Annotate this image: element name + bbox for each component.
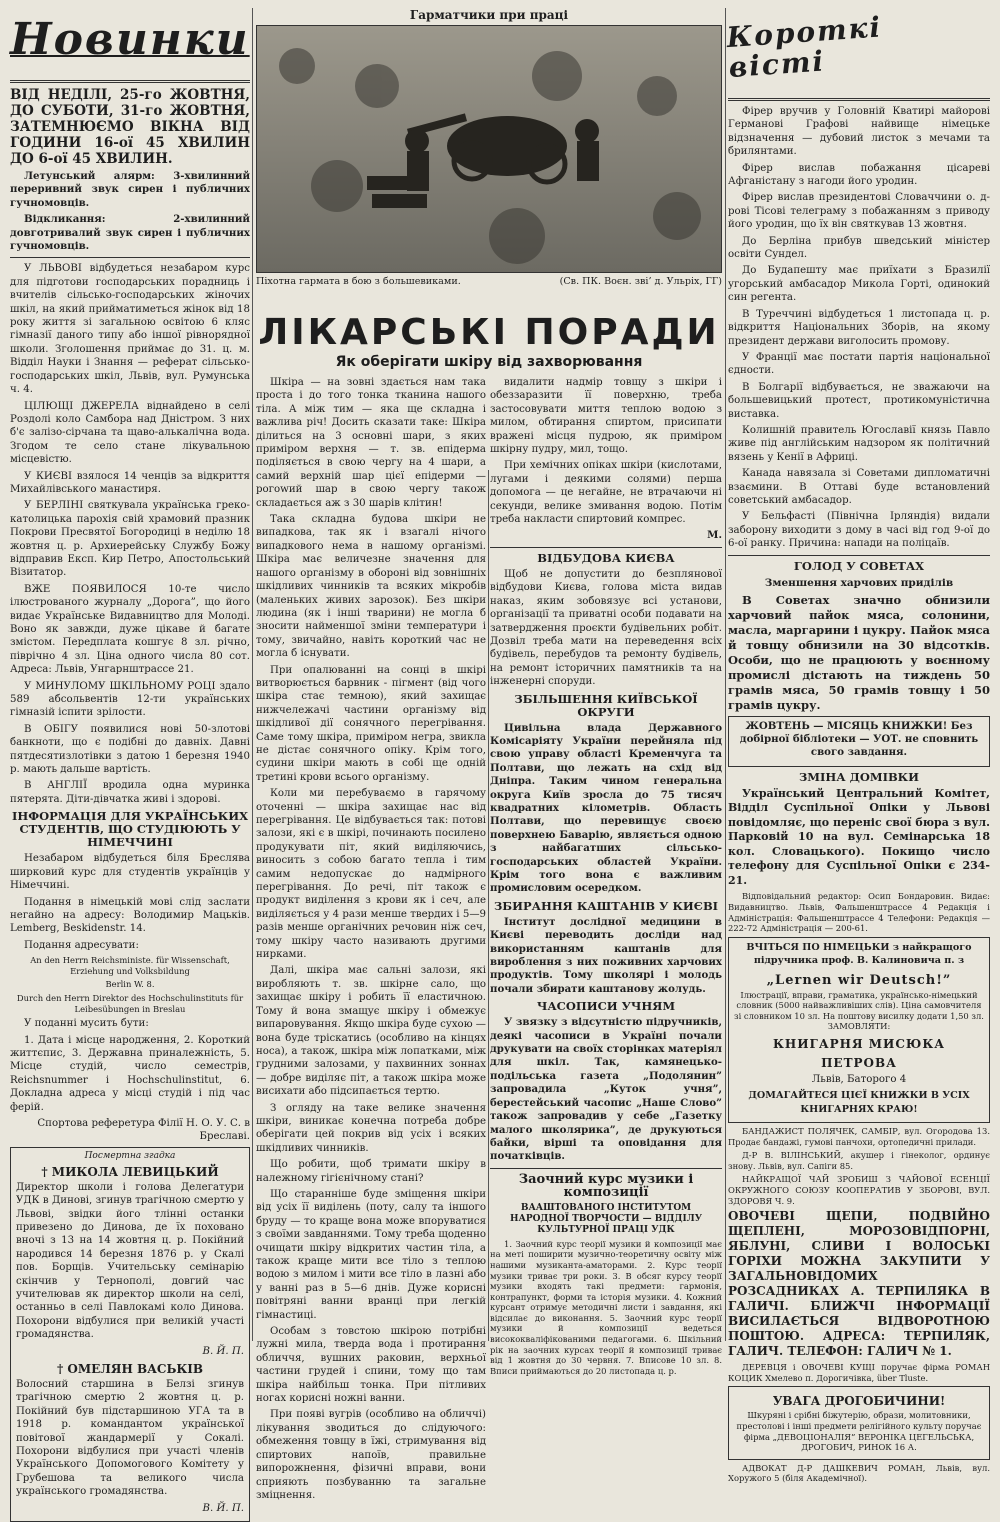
news-text: У звязку з відсутністю підручників, деякі часописи в Україні почали друкувати на своїх сторінках матеріял для шкіл. Так, камянецько-подільська газета „Подолянин” запровадила „Куток учня”, берестейський часопис „Наше Слово” також запровадив у себе „Газетку малого школярика”, де друкуються байки, вірші та оповідання для початківців. [490, 1016, 722, 1163]
news-lviv: У ЛЬВОВІ відбудеться незабаром курс для підготови господарських порадниць і вчителів сільсько-господарських жіночих шкіл, на який прийматиметься жінок від 18 року життя зі загальною освітою 6 кляс гімназії даного типу або іншої рівнорядної школи. Зголошення приймає до 31. ц. м. Відділ Науки і Знання — реферат сільсько-господарських шкіл, Львів, вул. Румунська ч. 4. [10, 263, 250, 396]
short-news-item: Колишній правитель Югославії князь Павло живе під англійським надзором як політичний вязень у Кенії в Африці. [728, 424, 990, 463]
heading-move: ЗМІНА ДОМІВКИ [798, 769, 920, 784]
short-news-item: Фірер вислав побажання цісареві Афганістану з нагоди його уродин. [728, 162, 990, 188]
column-rule [252, 8, 253, 1341]
news-banknotes: В ОБІГУ появилися нові 50-злотові банкноти, що є подібні до давніх. Давні пятдесятизлотівки з датою 1 березня 1940 р. мають дальше вартість. [10, 723, 250, 776]
artillery-photo [256, 25, 722, 273]
article-paragraph: При хемічних опіках шкіри (кислотами, лугами і деякими солями) перша допомога — це негайне, не втрачаючи ні секунди, велике змивання водою. Потім треба накласти спиртовий компрес. [490, 460, 722, 526]
masthead-korotki-visti: Короткі вісті [725, 10, 884, 85]
short-news-item: У Франції має постати партія національної єдности. [728, 351, 990, 377]
info-title: ІНФОРМАЦІЯ ДЛЯ УКРАЇНСЬКИХ СТУДЕНТІВ, ЩО СТУДІЮЮТЬ У НІМЕЧЧИНІ [11, 809, 249, 850]
info-address: Durch den Herrn Direktor des Hochschulinstituts für Leibesübungen in Breslau [16, 992, 244, 1014]
info-list: 1. Дата і місце народження, 2. Короткий життєпис, 3. Державна приналежність, 5. Місце студій, число семестрів, Reichsnummer і Hochschulinstitut, 6. Докладна адреса у місці студій і під час ферій. [10, 1034, 250, 1113]
news-kyiv: У КИЄВІ взялося 14 ченців за відкриття Михайлівського манастиря. [10, 470, 250, 495]
air-alarm: Летунський алярм: 3-хвилинний переривний звук сирен і публичних гучномовців. [10, 170, 250, 209]
ad-seedlings: ОВОЧЕВІ ЩЕПИ, ПОДВІЙНО ЩЕПЛЕНІ, МОРОЗОВІДПОРНІ, ЯБЛУНІ, СЛИВИ І ВОЛОСЬКІ ГОРІХИ МОЖНА ЗАКУПИТИ У ЗАГАЛЬНОВІДОМИХ РОЗСАДНИКАХ А. ТЕРПИЛЯКА В ГАЛИЧІ. БЛИЖЧІ ІНФОРМАЦІЇ ВИСИЛАЄТЬСЯ ВІДВОРОТНОЮ ПОШТОЮ. АДРЕСА: ТЕРПИЛЯК, ГАЛИЧ. ТЕЛЕФОН: ГАЛИЧ № 1. [728, 1209, 990, 1359]
famine-text: В Советах значно обнизили харчовий пайок мяса, солонини, масла, маргарини і цукру. Пайок мяса й товщу обнизили на 30 відсотків. Особи, що не працюють у воєнному промислі дістають на тиждень 50 грамів мяса, 50 грамів товщу і 50 грамів цукру. [728, 592, 990, 712]
ad-text: Шкуряні і срібні біжутерію, образи, молитовники, престолові і інші предмети релігійного культу поручає фірма „ДЕВОЦІОНАЛІЯ” ВЕРОНІКА ЦЕГЕЛЬСЬКА, ДРОГОБИЧ, РИНОК 16 А. [736, 1410, 982, 1453]
ad-demand: ДОМАГАЙТЕСЯ ЦІЄЇ КНИЖКИ В УСІХ КНИГАРНЯХ КРАЮ! [748, 1090, 970, 1115]
article-subtitle: Як оберігати шкіру від захворювання [335, 354, 643, 370]
article-paragraph: Така складна будова шкіри не випадкова, так як і взагалі нічого випадкового нема в нашому організмі. Шкіра має величезне значення для нашого організму в обороні від зовнішніх шкідливих чинників та всяких мікробів (маленьких живих зарозок). Без шкіри людина (як і інші тварини) не могла б зносити найменшої зміни температури і тому, звичайно, навіть короткий час не могла б існувати. [256, 514, 486, 660]
masthead-novynky: Новинки [10, 14, 250, 65]
news-berlin: У БЕРЛІНІ святкувала українська греко-католицька парохія свій храмовий празник Покрови Пресвятої Богородиці в неділю 18 жовтня ц. р. Архиерейську Службу Божу відправив Експ. Кир Петро, Апостольський Візитатор. [10, 500, 250, 579]
article-title: ЛІКАРСЬКІ ПОРАДИ [258, 312, 720, 353]
ad-shop: КНИГАРНЯ МИСЮКА ПЕТРОВА [772, 1036, 946, 1070]
short-news-item: Канада навязала зі Советами дипломатичні взаємини. В Оттаві буде встановлений советський амбасадор. [728, 468, 990, 506]
obituary-text: Директор школи і голова Делегатури УДК в Динові, згинув трагічною смертю у Львові, звідки його тлінні останки привезено до Динова, де їх поховано вночі з 13 на 14 жовтня ц. р. Покійний народився 14 березня 1876 р. у Скалі пов. Борщів. Учительську семінарію скінчив у Тернополі, довгий час учителював як директор школи на селі, останньо в селі Павлокамі коло Динова. Похорони відбулися при великій участі громадянства. [16, 1181, 244, 1341]
info-text: Подання в німецькій мові слід заслати негайно на адресу: Володимир Мацьків. Lemberg, Beskidenstr. 14. [10, 896, 250, 935]
info-sign: Спортова реферетура Філії Н. О. У. С. в Бреславі. [37, 1117, 250, 1143]
short-news-item: Фірер вислав президентові Словаччини о. д-рові Тісові телеграму з побажанням з приводу його уродин, що їх він святкував 13 жовтня. [728, 192, 990, 231]
move-text: Український Центральний Комітет, Відділ Суспільної Опіки у Львові повідомляє, що переніс свої бюра з вул. Парковій 10 на вул. Семінарська 18 кол. Словацького). Покищо число телефону для Суспільної Опіки є 234-21. [728, 786, 990, 887]
obituary-name: † ОМЕЛЯН ВАСЬКІВ [56, 1362, 204, 1377]
short-news-item: До Будапешту має приїхати з Бразилії угорський амбасадор Микола Горті, одинокий син регента. [728, 265, 990, 304]
article-paragraph: видалити надмір товщу з шкіри і обеззаразити її поверхню, треба застосовувати миття теплою водою з милом, обтирання спиртом, присипати вражені місця пудрою, як приміром шкірну пудру, мил, тощо. [490, 377, 722, 456]
obituary-box [10, 1147, 250, 1522]
obituary-name: † МИКОЛА ЛЕВИЦЬКИЙ [41, 1164, 219, 1179]
divider [728, 555, 990, 556]
short-news-item: До Берліна прибув шведський міністер освіти Сундел. [728, 235, 990, 261]
heading-periodicals: ЧАСОПИСИ УЧНЯМ [536, 999, 676, 1014]
article-paragraph: При опалюванні на сонці в шкірі витворюється барвник - пігмент (від чого шкіра стає темною), який захищає нижчележачі частини організму від шкідливої дії сонячного перегрівання. Саме тому шкіра, приміром негра, звикла не дістає сонячного опіку. Крім того, судини шкіри мають в собі ще одній третині крови всього організму. [256, 664, 486, 783]
short-news-item: Фірер вручив у Головній Кватирі майорові Германові Графові найвище німецьке відзначення — дубовий листок з мечами та брилянтами. [728, 106, 990, 158]
ad-title: ВЧІТЬСЯ ПО НІМЕЦЬКИ з найкращого підручника проф. В. Калиновича п. з [746, 941, 972, 967]
caption-left: Піхотна гармата в бою з большевиками. [256, 276, 461, 287]
article-paragraph: Що робити, щоб тримати шкіру в належному гігієнічному стані? [256, 1159, 486, 1184]
alarm-recall: Відкликання: 2-хвилинний довготривалий звук сирен і публичних гучномовців. [10, 213, 250, 253]
caption-right: (Св. ПК. Воєн. зві’ д. Ульріх, ГГ) [559, 276, 722, 287]
column-news [10, 8, 250, 1514]
article-paragraph: Далі, шкіра має сальні залози, які виробляють т. зв. шкірне сало, що захищає шкіру і робить її еластичною. Тому й вона змащує шкіру і обмежує випаровування. Якщо шкіра буде сухою — вона буде тріскатись (особливо на кінцях носа), а також, шкіра між лопатками, між грудними залозами, у пахвинних зоннах — добре виділяє піт, а також шкіра може висихати або підсипається тертю. [256, 965, 486, 1098]
article-paragraph: З огляду на таке велике значення шкіри, виникає конечна потреба добре оберігати цей покрив від усіх і всяких шкідливих чинників. [256, 1102, 486, 1154]
heading-rebuild-kyiv: ВІДБУДОВА КИЄВА [537, 550, 675, 565]
divider [490, 1168, 722, 1169]
famine-sub: Зменшення харчових приділів [764, 576, 954, 589]
blackout-notice: ВІД НЕДІЛІ, 25-го ЖОВТНЯ, ДО СУБОТИ, 31-го ЖОВТНЯ, ЗАТЕМНЮЄМО ВІКНА ВІД ГОДИНИ 16-ої 45 ХВИЛИН ДО 6-ої 45 ХВИЛИН. [10, 87, 250, 167]
photo-caption [256, 276, 722, 288]
imprint: Відповідальний редактор: Осип Бондаровин. Видає: Видавництво. Львів, Фальшенштрассе 4 Редакція і Адміністрація: Фальшенштрассе 4 Телефони: Редакція — 222-72 Адміністрація — 200-61. [728, 891, 990, 934]
news-text: Інститут дослідної медицини в Києві переводить досліди над використанням каштанів для вироблення з них поживних харчових продуктів. Тому школярі і молодь почали збирати каштанову жолудь. [490, 915, 722, 995]
info-text: У поданні мусить бути: [24, 1018, 149, 1030]
ad-bandage: БАНДАЖИСТ ПОЛЯЧЕК, САМБІР, вул. Огородова 13. Продає бандажі, гумові панчохи, ортопедичні прилади. [728, 1126, 990, 1147]
ad-doctor: Д-Р В. ВІЛІНСЬКИЙ, акушер і гінеколог, ординує знову. Львів, вул. Сапіги 85. [728, 1150, 990, 1171]
ad-tea: НАЙКРАЩОЇ ЧАЙ ЗРОБИШ З ЧАЙОВОЇ ЕСЕНЦІЇ ОКРУЖНОГО СОЮЗУ КООПЕРАТИВ У ЗБОРОВІ, ВУЛ. ЗДОРОВЯ Ч. 9. [728, 1174, 990, 1206]
news-spring: ЦІЛЮЩІ ДЖЕРЕЛА віднайдено в селі Роздолі коло Самбора над Дністром. З них б'є залізо-сірчана та щаво-алькалічна вода. Згодом те село стане лікувальною місцевістю. [10, 400, 250, 466]
obituary-text: Волосний старшина в Белзі згинув трагічною смертю 2 жовтня ц. р. Покійний був підстаршиною УГА та в 1918 р. командантом української повітової жандармерії у Сокалі. Похорони відбулися при участі членів Українського Допомогового Комітету у Грубешова та великого числа українського громадянства. [16, 1379, 244, 1498]
info-address: Berlin W. 8. [105, 979, 155, 990]
news-text: Цивільна влада Державного Комісаріяту України перейняла під свою управу області Кременчуга та Полтави, що лежать на схід від Дніпра. Таким чином генеральна округа Київ зросла до 75 тисяч квадратних кілометрів. Область Полтави, що перевищує своєю поверхнею Баварію, являється одною з найбагатших сільсько-господарських областей України. Крім того вона є важливим промисловим осередком. [490, 721, 722, 895]
ad-german-book [728, 937, 990, 1123]
short-news-item: В Болгарії відбувається, не зважаючи на большевицький протест, протикомуністична виставка. [728, 381, 990, 420]
photo-title: Гарматчики при праці [409, 8, 569, 22]
news-text: Щоб не допустити до безплянової відбудови Києва, голова міста видав наказ, яким зобовязує всі установи, організації та приватні особи подавати на затвердження проєкти будівельних робіт. Дозвіл треба мати на переведення всіх будівель, перебудов та ремонту будівель, на ремонт історичних памятників та на інженерні споруди. [490, 568, 722, 688]
ad-trees: ДЕРЕВЦЯ і ОВОЧЕВІ КУЩІ поручає фірма РОМАН КОЦИК Хмелево п. Дорогичівка, über Tluste. [728, 1362, 990, 1383]
article-paragraph: Шкіра — на зовні здається нам така проста і до того тонка тканина нашого тіла. А між тим — яка ще складна і важлива річ! Досить сказати таке: Шкіра ділиться на 3 основні шари, з яких приміром верхня — т. зв. епідерма поділяється в свою чергу на 4 шари, а самий верхній шар цієї епідерми — рогowий шар в свою чергу також складається аж з 30 шарів клітин! [256, 377, 486, 509]
heading-music-course: Заочний курс музики і композиції [518, 1171, 694, 1200]
book-month-box [728, 716, 990, 767]
divider [490, 547, 722, 548]
divider [10, 257, 250, 258]
news-school: У МИНУЛОМУ ШКІЛЬНОМУ РОЦІ здало 589 абсольвентів 12-ти українських гімназій іспити зрілости. [10, 680, 250, 719]
obituary-sign: В. Й. П. [202, 1502, 244, 1514]
article-paragraph: При появі вугрів (особливо на обличчі) лікування зводиться до слідуючого: обмеження товщу в їжі, стримування від спиртових напоїв, правильне випорожнення, фізичні вправи, вони сприяють позбуванню та загальне зміцнення. [256, 1409, 486, 1501]
info-text: Подання адресувати: [24, 939, 139, 951]
article-paragraph: Особам з товстою шкірою потрібні лужні мила, тверда вода і протирання обличчя, вушних раковин, верхньої частини грудей і спини, тому що там шкіра найбільш тонка. При пітливих ногах корисні ножні ванни. [256, 1326, 486, 1405]
article-paragraph: Що старанніше буде зміщення шкіри від усіх її виділень (поту, салу та іншого бруду — то краще вона може впоруватися з своїми завданнями. Тому треба щоденно очищати шкіру відкритих частин тіла, а також краще мити все тіло з теплою водою з милом і мити все тіло в лазні або у ванні раз в 5—6 днів. Дуже корисні повітряні ванни вранці при легкій гімнастиці. [256, 1188, 486, 1321]
photo-block [256, 8, 722, 308]
music-course-text: 1. Заочний курс теорії музики й композиції має на меті поширити музично-теоретичну освіту між нашими музиканта-аматорами. 2. Курс теорії музики триває три роки. 3. В обсяг курсу теорії музики входять такі предмети: гармонія, контрапункт, форми та історія музики. 4. Кожний курсант отримує методичні листи і завдання, які відсилає до виконання. 5. Заочний курс теорії музики й композиції ведеться висококваліфікованими педагогами. 6. Шкільний рік на заочних курсах теорії й композиції триває від 1 жовтня до 30 червня. 7. Вписове 10 зл. 8. Вписи приймаються до 20 листопада ц. р. [490, 1238, 722, 1376]
obituary-heading: Посмертна згадка [84, 1150, 176, 1161]
ad-address: Львів, Баторого 4 [811, 1073, 907, 1085]
photo-image [257, 26, 721, 272]
obituary-sign: В. Й. П. [202, 1345, 244, 1357]
book-month: ЖОВТЕНЬ — МІСЯЦЬ КНИЖКИ! Без добірної бібліотеки — УОТ. не сповнить свого завдання. [739, 719, 979, 759]
news-doroga: ВЖЕ ПОЯВИЛОСЯ 10-те число ілюстрованого журналу „Дорога”, що його видає Українське Видавництво для Молоді. Воно як завжди, дуже цікаве й багате змістом. Передплата кошгує 8 зл. річно, піврічно 4 зл. Ціна одного числа 80 сот. Адреса: Львів, Унгарнштрассе 21. [10, 583, 250, 676]
short-news-item: В Туреччині відбудеться 1 листопада ц. р. відкриття Національних Зборів, на якому президент держави виголосить промову. [728, 308, 990, 347]
ad-drohobych [728, 1386, 990, 1459]
info-text: Незабаром відбудеться біля Бреслява ширковий курс для студентів українців у Німеччині. [10, 853, 250, 892]
divider [10, 80, 250, 83]
heading-chestnuts: ЗБИРАННЯ КАШТАНІВ У КИЄВІ [493, 898, 719, 913]
ad-text: Ілюстрації, вправи, граматика, українсько-німецький словник (5000 найважливіших слів). Ціна самовчителя зі словником 10 зл. На поштову висилку додати 1,50 зл. ЗАМОВЛЯТИ: [734, 989, 984, 1032]
info-address: An den Herrn Reichsministe. für Wissenschaft, Erziehung und Volksbildung [30, 955, 230, 976]
column-rule [725, 8, 726, 1341]
column-article [256, 376, 486, 1501]
heading-kyiv-district: ЗБІЛЬШЕННЯ КИЇВСЬКОЇ ОКРУГИ [514, 691, 698, 719]
column-short-news [725, 8, 990, 1484]
news-england: В АНГЛІЇ вродила одна муринка пятерята. Діти-дівчатка живі і здорові. [10, 780, 250, 805]
ad-lawyer: АДВОКАТ Д-Р ДАШКЕВИЧ РОМАН, Львів, вул. Хоружого 5 (біля Академічної). [728, 1462, 990, 1484]
column-rule [488, 470, 489, 1341]
column-ukraine-news [490, 376, 722, 1376]
article-paragraph: Коли ми перебуваємо в гарячому оточенні — шкіра захищає нас від перегрівання. Це відбувається так: потові залози, які є в шкірі, починають посилено продукувати піт, який виділяючись, виносить з собою багато тепла і тим самим недопускає до надмірного перегрівання. До речі, піт також є продукт виділення з крови як і сеч, але виділяється у 4 рази менше твердих і 5—9 разів менше органічних речовин ніж сеч, тому шкіру часто називають другими нирками. [256, 788, 486, 961]
ad-title: УВАГА ДРОГОБИЧИНИ! [772, 1394, 946, 1409]
music-course-sub: ВААШТОВАНОГО ІНСТИТУТОМ НАРОДНОЇ ТВОРЧОСТИ — ВІДДІЛУ КУЛЬТУРНОЇ ПРАЦІ УДК [509, 1202, 703, 1235]
heading-famine: ГОЛОД У СОВЕТАХ [793, 558, 925, 573]
short-news-item: У Бельфасті (Північна Ірляндія) видали заборону виходити з дому в часі від год 9-ої до 6-ої ранку. Причина: напади на поліцаїв. [728, 511, 990, 550]
article-sign: М. [707, 529, 722, 542]
ad-book-name: „Lernen wir Deutsch!” [766, 972, 952, 988]
